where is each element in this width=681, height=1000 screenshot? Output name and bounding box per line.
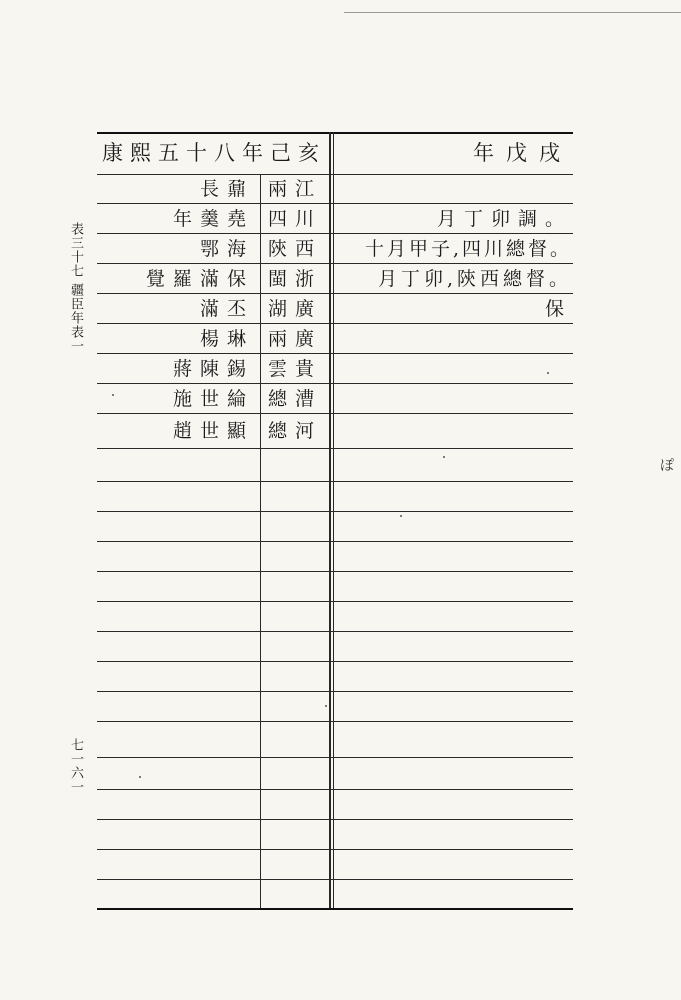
column-divider — [333, 132, 334, 908]
right-note — [340, 325, 572, 353]
office-cell: 閩浙 — [268, 268, 323, 290]
right-note: 保 — [544, 298, 572, 320]
office-cell: 總河 — [268, 420, 323, 442]
row-rule — [97, 721, 573, 722]
row-rule — [97, 481, 573, 482]
table-bottom-border — [97, 908, 573, 910]
person-cell: 長鼐 — [199, 178, 254, 200]
row-rule — [97, 233, 573, 234]
row-rule — [97, 819, 573, 820]
header-right-title: 年戊戌 — [473, 141, 572, 165]
print-speck — [547, 372, 549, 374]
person-cell: 滿丕 — [199, 298, 254, 320]
row-rule — [97, 691, 573, 692]
row-rule — [97, 757, 573, 758]
row-rule — [97, 661, 573, 662]
right-note — [340, 417, 572, 445]
person-cell: 蔣陳錫 — [172, 358, 254, 380]
print-speck — [400, 515, 402, 517]
row-rule — [97, 571, 573, 572]
margin-glyph: ぽ — [660, 458, 674, 474]
print-speck — [443, 456, 445, 458]
page-number: 七一六一 — [68, 738, 83, 794]
row-rule — [97, 383, 573, 384]
row-rule — [97, 263, 573, 264]
office-cell: 兩廣 — [268, 328, 323, 350]
office-cell: 總漕 — [268, 388, 323, 410]
row-rule — [97, 849, 573, 850]
office-cell: 雲貴 — [268, 358, 323, 380]
row-rule — [97, 541, 573, 542]
row-rule — [97, 789, 573, 790]
row-rule — [97, 293, 573, 294]
person-cell: 覺羅滿保 — [145, 268, 254, 290]
person-cell: 趙世顯 — [172, 420, 254, 442]
print-speck — [139, 776, 141, 778]
column-divider — [260, 174, 261, 908]
row-rule — [97, 879, 573, 880]
office-cell: 兩江 — [268, 178, 323, 200]
right-note — [340, 385, 572, 413]
header-left-title: 康熙五十八年己亥 — [102, 141, 326, 165]
column-divider — [329, 132, 331, 908]
right-note: 月丁卯調。 — [436, 208, 572, 230]
row-rule — [97, 353, 573, 354]
print-speck — [325, 705, 327, 707]
row-rule — [97, 413, 573, 414]
row-rule — [97, 448, 573, 449]
person-cell: 施世綸 — [172, 388, 254, 410]
print-speck — [112, 394, 114, 396]
row-rule — [97, 323, 573, 324]
office-cell: 四川 — [268, 208, 323, 230]
row-rule — [97, 203, 573, 204]
row-rule — [97, 601, 573, 602]
person-cell: 鄂海 — [199, 238, 254, 260]
right-note — [340, 355, 572, 383]
right-note — [340, 175, 572, 203]
top-rule — [344, 12, 681, 13]
table-top-border — [97, 132, 573, 134]
person-cell: 年羹堯 — [172, 208, 254, 230]
office-cell: 陝西 — [268, 238, 323, 260]
right-note: 十月甲子,四川總督。 — [364, 238, 572, 260]
right-note: 月丁卯,陝西總督。 — [377, 268, 572, 290]
side-title: 表三十七 疆臣年表一 — [68, 222, 83, 354]
office-cell: 湖廣 — [268, 298, 323, 320]
row-rule — [97, 511, 573, 512]
person-cell: 楊琳 — [199, 328, 254, 350]
row-rule — [97, 631, 573, 632]
